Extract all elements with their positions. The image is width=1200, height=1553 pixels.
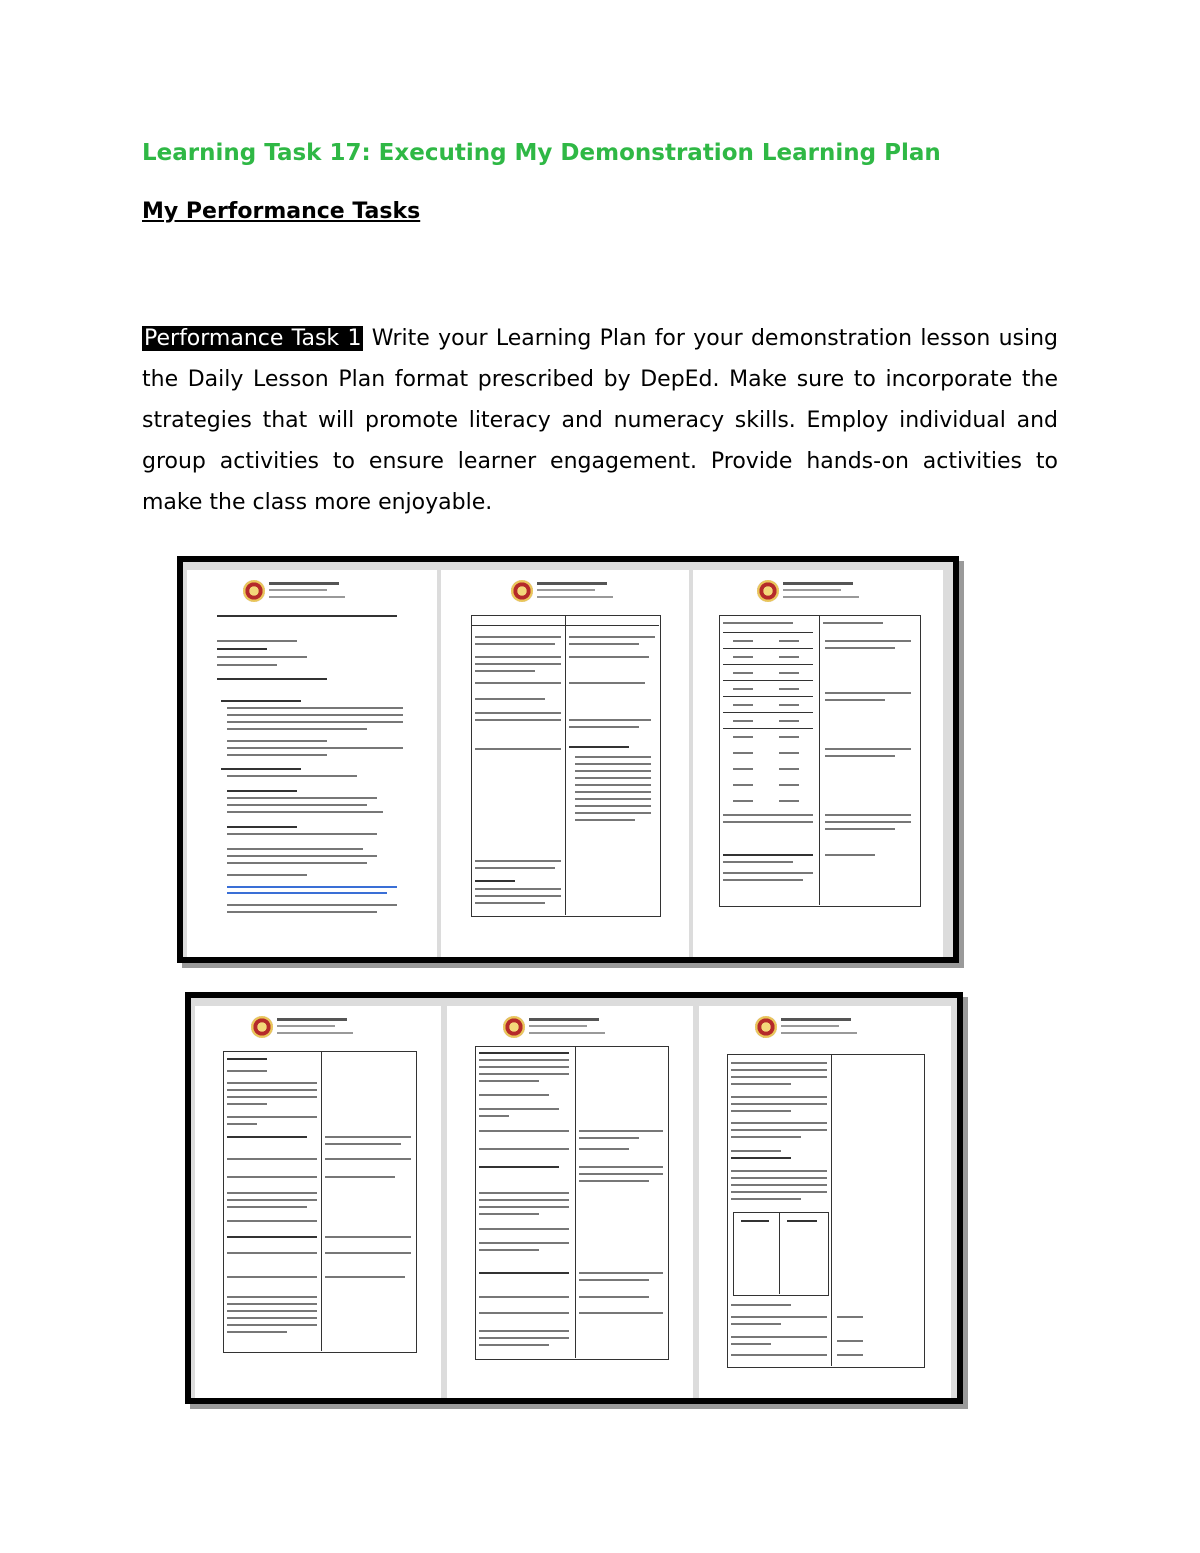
task-text: Write your Learning Plan for your demonstration lesson using the Daily Lesson Plan format prescribed by DepEd. Make sure to incorporate the strategies that will promote literacy and numeracy skills. Employ individual and group activities to ensure learner engagement. Provide hands-on activities to make the class more enjoyable. bbox=[142, 326, 1058, 515]
school-seal-icon bbox=[757, 580, 779, 602]
lesson-plan-page bbox=[187, 570, 437, 957]
school-seal-icon bbox=[511, 580, 533, 602]
lesson-plan-page bbox=[693, 570, 943, 957]
school-seal-icon bbox=[503, 1016, 525, 1038]
lesson-plan-page bbox=[195, 1006, 441, 1398]
lesson-plan-page bbox=[699, 1006, 951, 1398]
school-seal-icon bbox=[251, 1016, 273, 1038]
lesson-plan-page bbox=[441, 570, 689, 957]
school-seal-icon bbox=[243, 580, 265, 602]
lesson-plan-page bbox=[447, 1006, 693, 1398]
document-canvas bbox=[191, 998, 957, 1398]
document-canvas bbox=[183, 562, 953, 957]
lesson-plan-screenshot-2 bbox=[185, 992, 963, 1404]
lesson-plan-screenshot-1 bbox=[177, 556, 959, 963]
page-title: Learning Task 17: Executing My Demonstration Learning Plan bbox=[142, 140, 941, 166]
school-seal-icon bbox=[755, 1016, 777, 1038]
task-paragraph bbox=[142, 318, 1058, 523]
task-label: Performance Task 1 bbox=[144, 326, 362, 351]
section-heading: My Performance Tasks bbox=[142, 199, 421, 224]
